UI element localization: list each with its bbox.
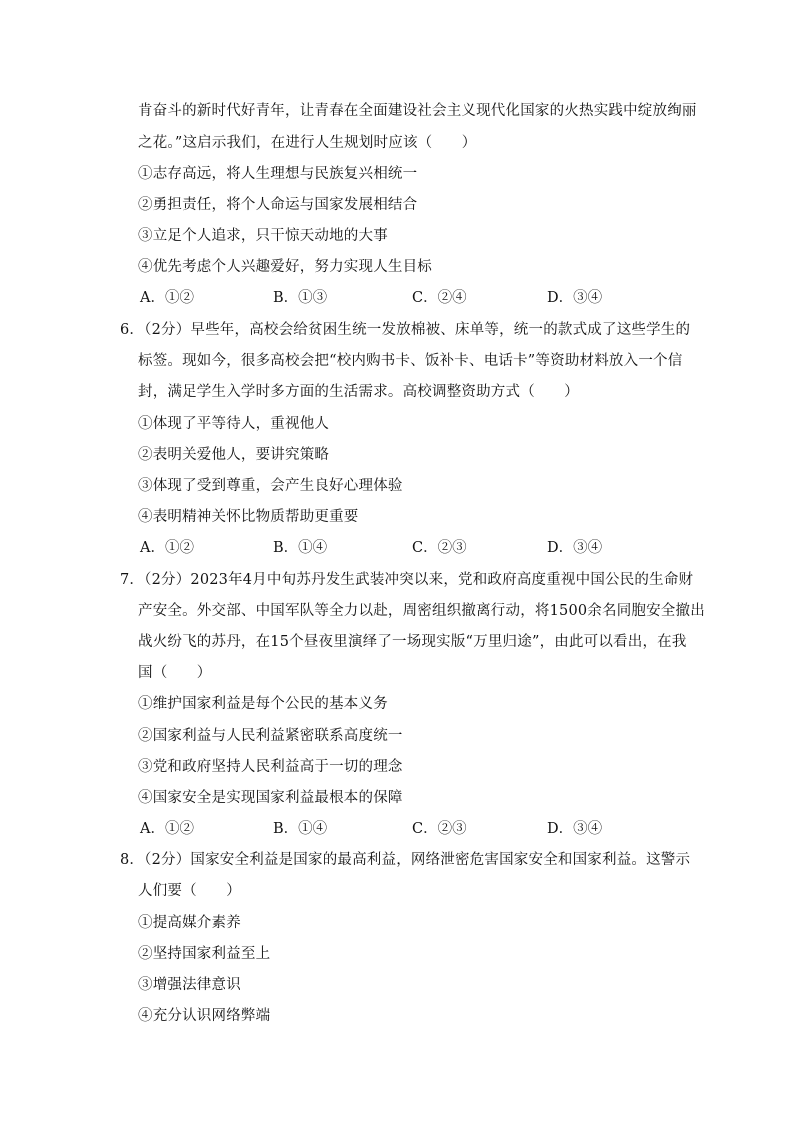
q8-stem-line-1: 8．（2分）国家安全利益是国家的最高利益，网络泄密危害国家安全和国家利益。这警示 — [120, 852, 691, 868]
q6-stem-line-2: 标签。现如今，很多高校会把“校内购书卡、饭补卡、电话卡”等资助材料放入一个信 — [138, 353, 683, 369]
q6-option-c[interactable]: C．②③ — [412, 540, 467, 556]
q6-item-1: ①体现了平等待人，重视他人 — [138, 416, 330, 432]
q8-stem-line-2: 人们要（ ） — [138, 883, 241, 899]
q8-item-1: ①提高媒介素养 — [138, 915, 241, 931]
q6-item-4: ④表明精神关怀比物质帮助更重要 — [138, 509, 359, 525]
q7-stem-line-1: 7．（2分）2023年4月中旬苏丹发生武装冲突以来，党和政府高度重视中国公民的生命财 — [120, 572, 694, 588]
q5-stem-line-2: 之花。”这启示我们，在进行人生规划时应该（ ） — [138, 135, 477, 151]
q6-item-3: ③体现了受到尊重，会产生良好心理体验 — [138, 478, 403, 494]
q7-item-3: ③党和政府坚持人民利益高于一切的理念 — [138, 759, 403, 775]
q6-stem-line-3: 封，满足学生入学时多方面的生活需求。高校调整资助方式（ ） — [138, 384, 579, 400]
q5-item-4: ④优先考虑个人兴趣爱好，努力实现人生目标 — [138, 259, 432, 275]
q7-stem-line-4: 国（ ） — [138, 665, 212, 681]
q7-item-1: ①维护国家利益是每个公民的基本义务 — [138, 696, 388, 712]
q5-item-3: ③立足个人追求，只干惊天动地的大事 — [138, 228, 388, 244]
q5-option-b[interactable]: B．①③ — [273, 290, 328, 306]
q6-option-a[interactable]: A．①② — [140, 540, 194, 556]
q5-item-2: ②勇担责任，将个人命运与国家发展相结合 — [138, 197, 418, 213]
q6-stem-line-1: 6．（2分）早些年，高校会给贫困生统一发放棉被、床单等，统一的款式成了这些学生的 — [120, 322, 691, 338]
q7-item-2: ②国家利益与人民利益紧密联系高度统一 — [138, 728, 403, 744]
q5-option-d[interactable]: D．③④ — [547, 290, 603, 306]
q7-option-d[interactable]: D．③④ — [547, 821, 603, 837]
q5-option-a[interactable]: A．①② — [140, 290, 194, 306]
q5-option-c[interactable]: C．②④ — [412, 290, 467, 306]
q7-option-c[interactable]: C．②③ — [412, 821, 467, 837]
q7-option-a[interactable]: A．①② — [140, 821, 194, 837]
q8-item-4: ④充分认识网络弊端 — [138, 1008, 271, 1024]
q5-stem-line-1: 肯奋斗的新时代好青年，让青春在全面建设社会主义现代化国家的火热实践中绽放绚丽 — [138, 103, 697, 119]
q7-option-b[interactable]: B．①④ — [273, 821, 328, 837]
q8-item-3: ③增强法律意识 — [138, 977, 241, 993]
q7-stem-line-2: 产安全。外交部、中国军队等全力以赴，周密组织撤离行动，将1500余名同胞安全撤出 — [138, 603, 705, 619]
q5-item-1: ①志存高远，将人生理想与民族复兴相统一 — [138, 166, 418, 182]
q6-option-b[interactable]: B．①④ — [273, 540, 328, 556]
q6-item-2: ②表明关爱他人，要讲究策略 — [138, 447, 330, 463]
q8-item-2: ②坚持国家利益至上 — [138, 946, 271, 962]
q6-option-d[interactable]: D．③④ — [547, 540, 603, 556]
q7-stem-line-3: 战火纷飞的苏丹，在15个昼夜里演绎了一场现实版“万里归途”，由此可以看出，在我 — [138, 634, 687, 650]
q7-item-4: ④国家安全是实现国家利益最根本的保障 — [138, 790, 403, 806]
